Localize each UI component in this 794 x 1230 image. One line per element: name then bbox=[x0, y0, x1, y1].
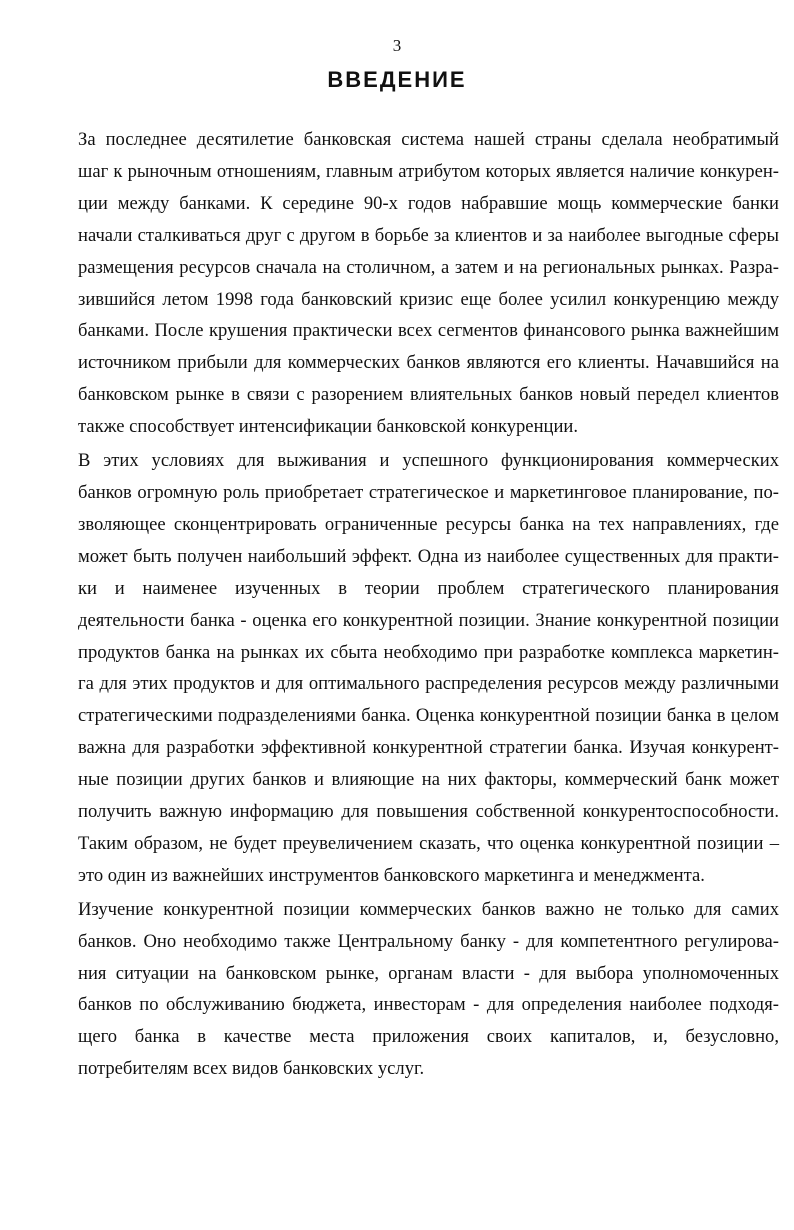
text-line: стратегическими подразделениями банка. Оценка конкурентной позиции банка в целом bbox=[78, 705, 779, 727]
text-line: это один из важнейших инструментов банковского маркетинга и менеджмента. bbox=[78, 864, 705, 886]
text-line: также способствует интенсификации банковской конкуренции. bbox=[78, 416, 579, 438]
text-line: потребителям всех видов банковских услуг. bbox=[78, 1058, 425, 1080]
body-text bbox=[46, 124, 779, 1085]
text-line: ции между банками. К середине 90-х годов набравшие мощь коммерческие банки bbox=[78, 192, 779, 214]
page-title: ВВЕДЕНИЕ bbox=[327, 67, 467, 92]
text-line: банков по обслуживанию бюджета, инвесторам - для определения наиболее подходя- bbox=[78, 994, 779, 1016]
text-line: Таким образом, не будет преувеличением сказать, что оценка конкурентной позиции – bbox=[78, 832, 779, 854]
paragraph-3 bbox=[46, 894, 779, 1085]
paragraph-2 bbox=[46, 445, 779, 892]
text-line: зволяющее сконцентрировать ограниченные ресурсы банка на тех направлениях, где bbox=[78, 513, 779, 535]
text-line: шаг к рыночным отношениям, главным атрибутом которых является наличие конкурен- bbox=[78, 160, 779, 182]
text-line: ные позиции других банков и влияющие на них факторы, коммерческий банк может bbox=[78, 769, 779, 791]
text-line: га для этих продуктов и для оптимального распределения ресурсов между различными bbox=[78, 673, 779, 695]
text-line: щего банка в качестве места приложения своих капиталов, и, безусловно, bbox=[78, 1026, 779, 1048]
text-line: За последнее десятилетие банковская система нашей страны сделала необратимый bbox=[78, 129, 779, 150]
text-line: ки и наименее изученных в теории проблем стратегического планирования bbox=[78, 577, 779, 599]
text-line: получить важную информацию для повышения собственной конкурентоспособности. bbox=[78, 801, 779, 823]
text-line: банков огромную роль приобретает стратегическое и маркетинговое планирование, по- bbox=[78, 481, 779, 503]
text-line: ния ситуации на банковском рынке, органам власти - для выбора уполномоченных bbox=[78, 962, 779, 984]
text-line: банков. Оно необходимо также Центральному банку - для компетентного регулирова- bbox=[78, 930, 779, 952]
text-line: источником прибыли для коммерческих банков являются его клиенты. Начавшийся на bbox=[78, 352, 779, 374]
text-line: Изучение конкурентной позиции коммерческих банков важно не только для самих bbox=[78, 898, 779, 920]
text-line: В этих условиях для выживания и успешного функционирования коммерческих bbox=[78, 450, 779, 472]
text-line: банками. После крушения практически всех сегментов финансового рынка важнейшим bbox=[78, 320, 779, 342]
text-line: продуктов банка на рынках их сбыта необходимо при разработке комплекса маркетин- bbox=[78, 641, 779, 663]
page-number: 3 bbox=[392, 36, 402, 55]
text-line: зившийся летом 1998 года банковский кризис еще более усилил конкуренцию между bbox=[78, 288, 779, 310]
paragraph-1 bbox=[46, 124, 779, 443]
text-line: деятельности банка - оценка его конкурентной позиции. Знание конкурентной позиции bbox=[78, 609, 779, 631]
text-line: банковском рынке в связи с разорением влиятельных банков новый передел клиентов bbox=[78, 384, 779, 406]
text-line: может быть получен наибольший эффект. Одна из наиболее существенных для практи- bbox=[78, 545, 779, 567]
text-line: начали сталкиваться друг с другом в борьбе за клиентов и за наиболее выгодные сферы bbox=[78, 224, 779, 246]
text-line: важна для разработки эффективной конкурентной стратегии банка. Изучая конкурент- bbox=[78, 737, 779, 759]
text-line: размещения ресурсов сначала на столичном, а затем и на региональных рынках. Разра- bbox=[78, 256, 779, 278]
